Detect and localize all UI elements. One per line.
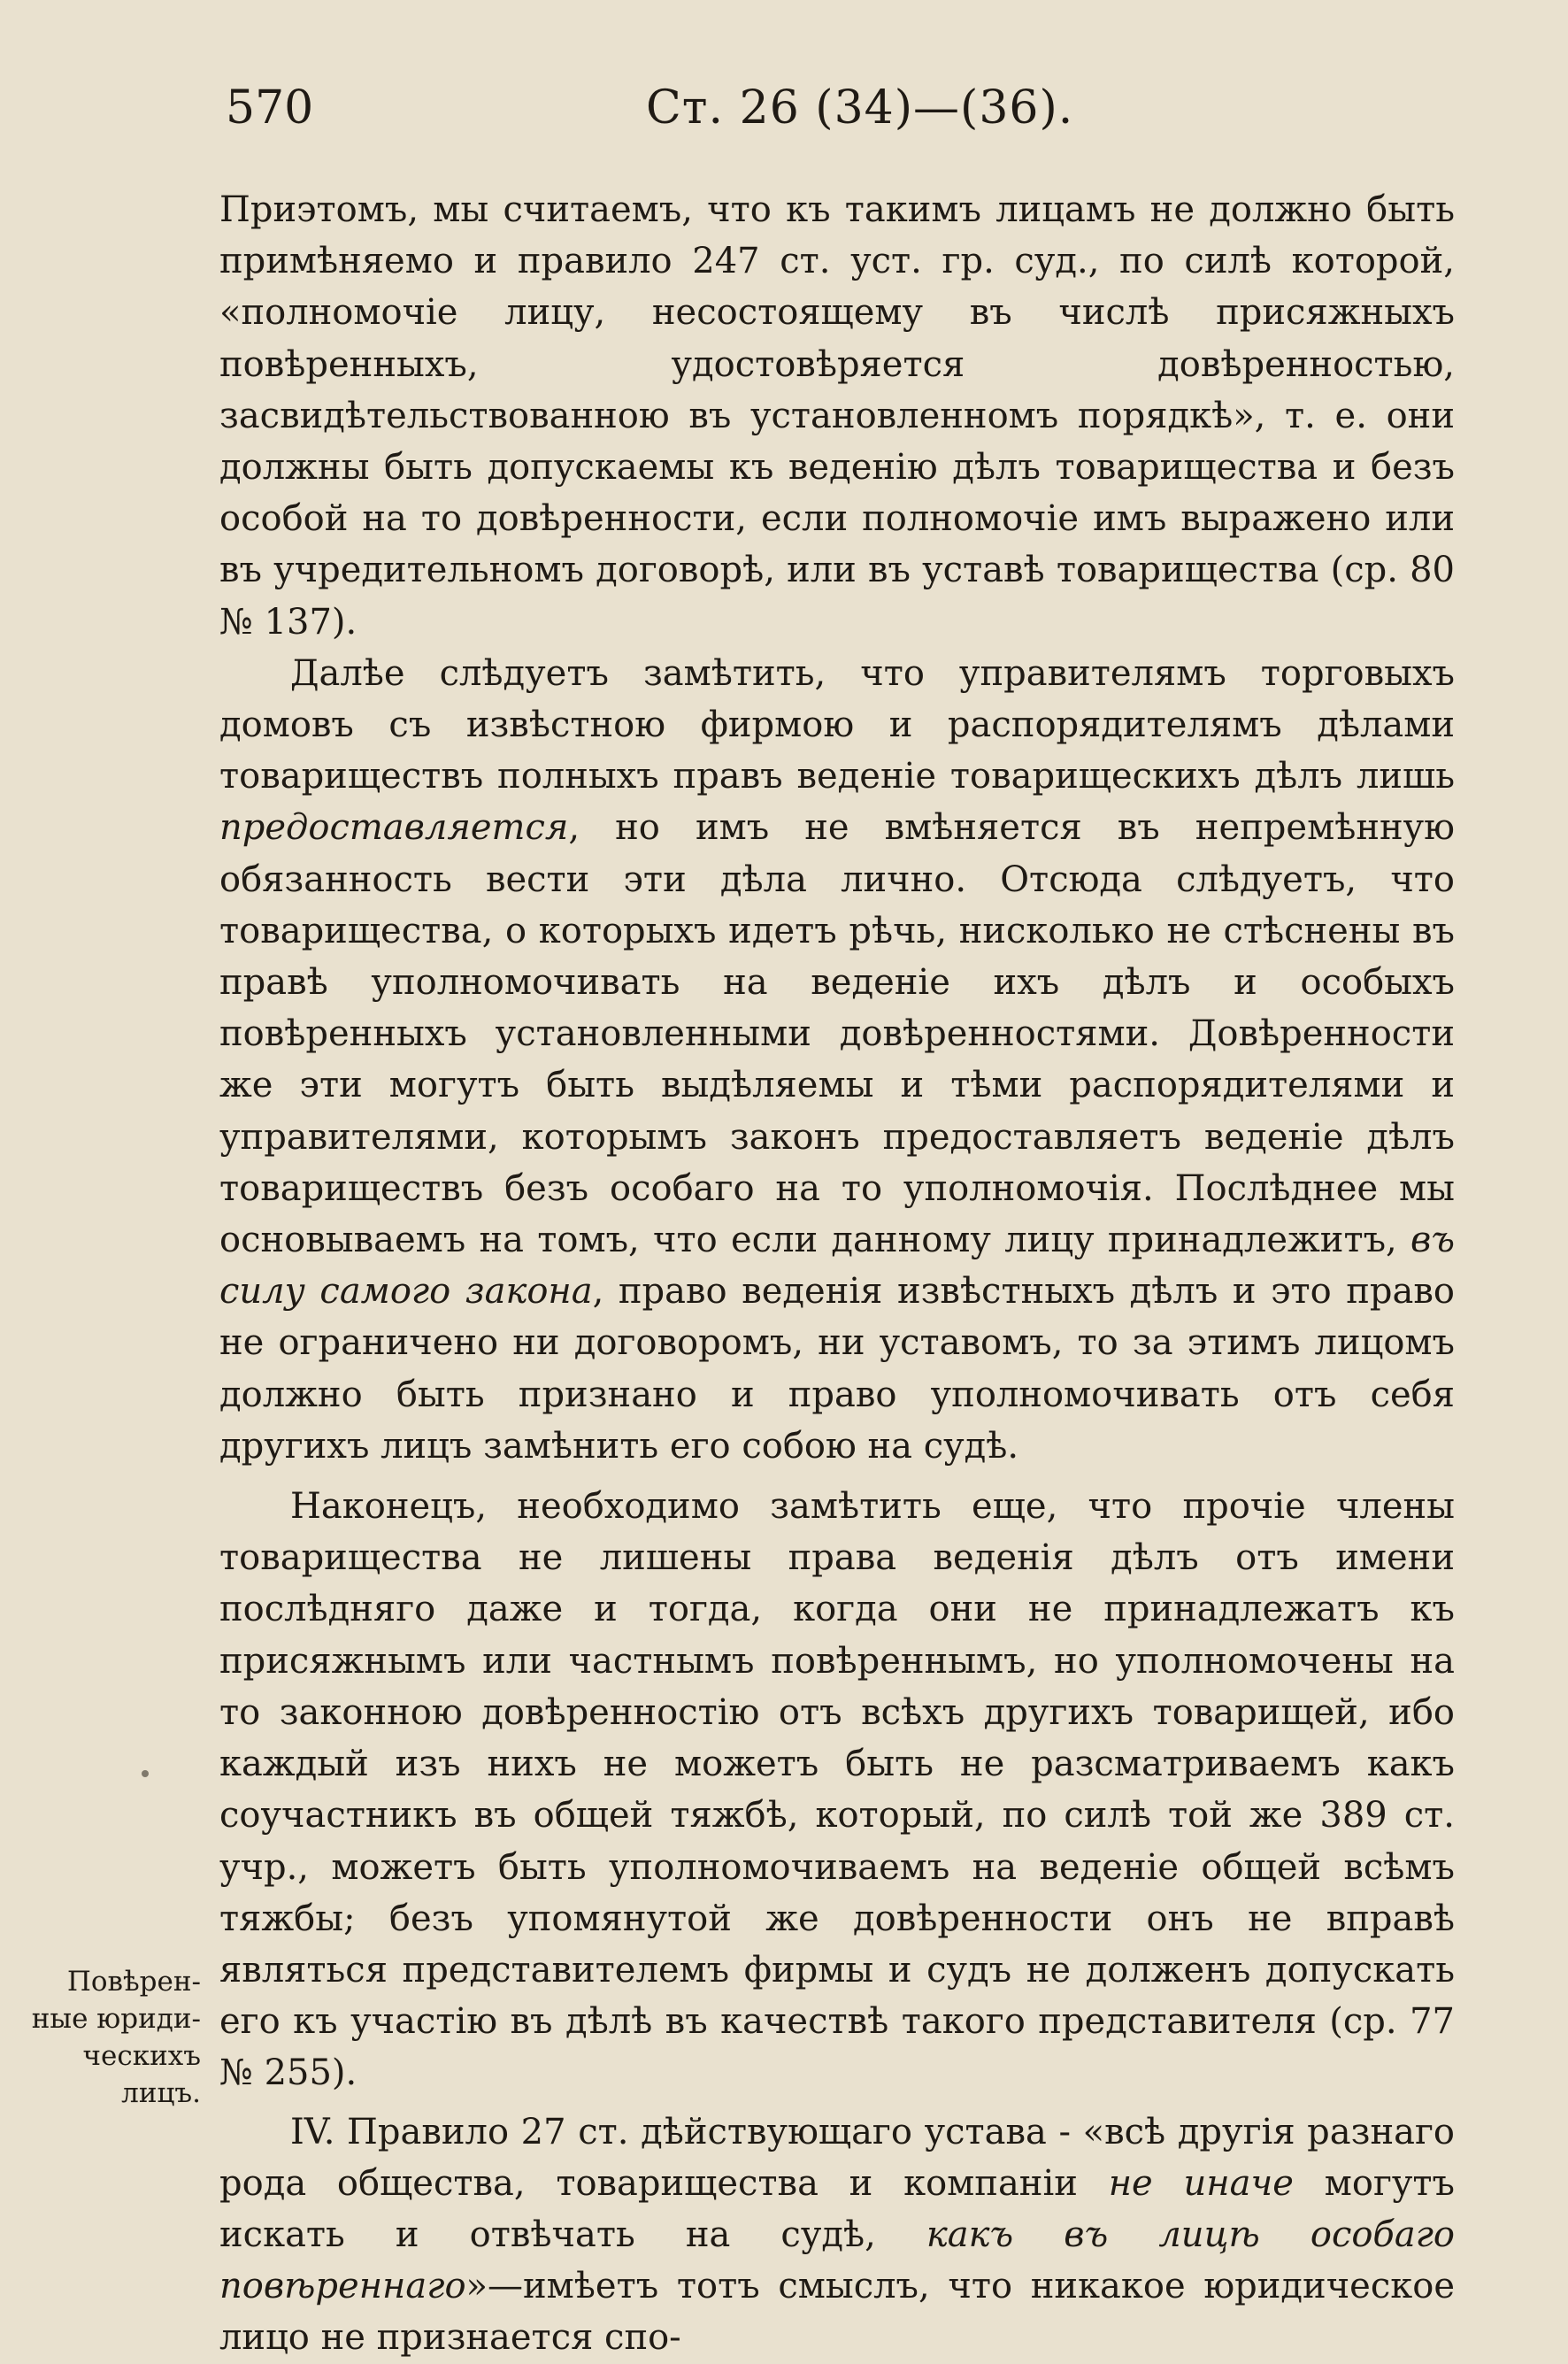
paragraph-2-text: , право веденія извѣстныхъ дѣлъ и это право не ограничено ни договоромъ, ни уставомъ, то за этимъ лицомъ должно быть признано и право уполномочивать отъ себя другихъ лицъ замѣнить его собою на судѣ. <box>219 1271 1455 1467</box>
page-header <box>0 81 1568 143</box>
paragraph-2 <box>219 648 1455 1472</box>
emphasis-not-otherwise: не иначе <box>1108 2162 1294 2204</box>
paragraph-2-text: Далѣе слѣдуетъ замѣтить, что управителямъ торговыхъ домовъ съ извѣстною фирмою и распорядителямъ дѣлами товариществъ полныхъ правъ веденіе товарищескихъ дѣлъ лишь <box>219 652 1455 797</box>
emphasis-special-attorney: какъ въ лицѣ особаго повѣреннаго <box>219 2214 1455 2307</box>
margin-note-line: ные юриди- <box>31 2003 201 2035</box>
emphasis-by-law: въ силу самого закона <box>219 1220 1455 1313</box>
running-head: Ст. 26 (34)—(36). <box>646 81 1074 135</box>
paragraph-4-text: »—имѣетъ тотъ смыслъ, что никакое юридическое лицо не признается спо- <box>219 2266 1455 2359</box>
paragraph-3: Наконецъ, необходимо замѣтить еще, что прочіе члены товарищества не лишены права веденія дѣлъ отъ имени послѣдняго даже и тогда, когда они не принадлежатъ къ присяжнымъ или частнымъ повѣреннымъ, но уполномочены на то законною довѣренностію отъ всѣхъ другихъ товарищей, ибо каждый изъ нихъ не можетъ быть не разсматриваемъ какъ соучастникъ въ общей тяжбѣ, который, по силѣ той же 389 ст. учр., можетъ быть уполномочиваемъ на веденіе общей всѣмъ тяжбы; безъ упомянутой же довѣренности онъ не вправѣ являться представителемъ фирмы и судъ не долженъ допускать его къ участію въ дѣлѣ въ качествѣ такого представителя (ср. 77 № 255). <box>219 1486 1455 2094</box>
paragraph-1: Приэтомъ, мы считаемъ, что къ такимъ лицамъ не должно быть примѣняемо и правило 247 ст. уст. гр. суд., по силѣ которой, «полномочіе лицу, несостоящему въ числѣ присяжныхъ повѣренныхъ, удостовѣряется довѣренностью, засвидѣтельствованною въ установленномъ порядкѣ», т. е. они должны быть допускаемы къ веденію дѣлъ товарищества и безъ особой на то довѣренности, если полномочіе имъ выражено или въ учредительномъ договорѣ, или въ уставѣ товарищества (ср. 80 № 137). <box>219 189 1455 643</box>
margin-note <box>19 1963 201 2112</box>
paragraph-4-text: IV. Правило 27 ст. дѣйствующаго устава - «всѣ другія разнаго рода общества, товарищества и компаніи <box>219 2111 1455 2204</box>
paragraph-4-text: могутъ искать и отвѣчать на судѣ, <box>219 2162 1456 2255</box>
page-number: 570 <box>226 81 314 135</box>
margin-note-line: ческихъ лицъ. <box>82 2040 201 2109</box>
paragraph-2-text: , но имъ не вмѣняется въ непремѣнную обязанность вести эти дѣла лично. Отсюда слѣдуетъ, что товарищества, о которыхъ идетъ рѣчь, нисколько не стѣснены въ правѣ уполномочивать на веденіе ихъ дѣлъ и особыхъ повѣренныхъ установленными довѣренностями. Довѣренности же эти могутъ быть выдѣляемы и тѣми распорядителями и управителями, которымъ законъ предоставляетъ веденіе дѣлъ товариществъ безъ особаго на то уполномочія. Послѣднее мы основываемъ на томъ, что если данному лицу принадлежитъ, <box>219 807 1455 1261</box>
print-speck <box>142 1770 149 1777</box>
paragraph-4 <box>219 2106 1455 2364</box>
emphasis-provided: предоставляется <box>219 807 569 849</box>
margin-note-line: Повѣрен- <box>66 1966 201 1998</box>
body-text <box>219 184 1455 2364</box>
